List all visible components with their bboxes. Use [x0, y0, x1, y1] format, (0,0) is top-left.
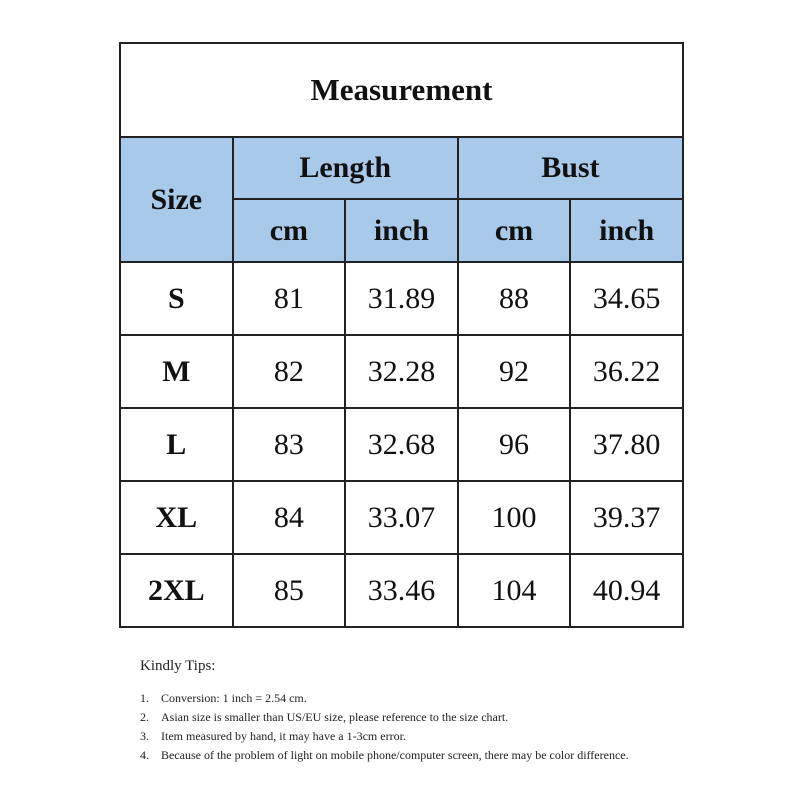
length-inch-cell: 33.46 [345, 554, 458, 627]
size-cell: XL [120, 481, 233, 554]
size-cell: L [120, 408, 233, 481]
table-row [120, 408, 683, 481]
tip-number: 3. [140, 729, 149, 743]
bust-cm-cell: 100 [458, 481, 571, 554]
bust-inch-header: inch [570, 199, 683, 262]
size-cell: S [120, 262, 233, 335]
tip-number: 4. [140, 748, 149, 762]
bust-cm-cell: 96 [458, 408, 571, 481]
tip-number: 2. [140, 710, 149, 724]
tip-item [140, 689, 700, 708]
length-inch-cell: 32.28 [345, 335, 458, 408]
bust-inch-cell: 36.22 [570, 335, 683, 408]
tip-text: Conversion: 1 inch = 2.54 cm. [161, 691, 307, 705]
bust-cm-cell: 104 [458, 554, 571, 627]
length-cm-cell: 82 [233, 335, 346, 408]
tip-number: 1. [140, 691, 149, 705]
length-cm-cell: 85 [233, 554, 346, 627]
tip-text: Asian size is smaller than US/EU size, please reference to the size chart. [161, 710, 509, 724]
bust-cm-header: cm [458, 199, 571, 262]
tips-title: Kindly Tips: [140, 658, 216, 674]
bust-cm-cell: 88 [458, 262, 571, 335]
tip-item [140, 727, 700, 746]
bust-inch-cell: 40.94 [570, 554, 683, 627]
bust-inch-cell: 34.65 [570, 262, 683, 335]
length-inch-cell: 33.07 [345, 481, 458, 554]
length-cm-header: cm [233, 199, 346, 262]
table-row [120, 481, 683, 554]
length-cm-cell: 81 [233, 262, 346, 335]
table-row [120, 554, 683, 627]
kindly-tips [140, 658, 700, 765]
tips-list [140, 689, 700, 765]
bust-group-header: Bust [458, 137, 683, 199]
length-inch-cell: 31.89 [345, 262, 458, 335]
bust-cm-cell: 92 [458, 335, 571, 408]
tip-item [140, 708, 700, 727]
table-row [120, 262, 683, 335]
length-cm-cell: 84 [233, 481, 346, 554]
size-cell: 2XL [120, 554, 233, 627]
tip-text: Because of the problem of light on mobile phone/computer screen, there may be color difference. [161, 748, 629, 762]
length-cm-cell: 83 [233, 408, 346, 481]
tip-text: Item measured by hand, it may have a 1-3cm error. [161, 729, 406, 743]
length-inch-header: inch [345, 199, 458, 262]
bust-inch-cell: 37.80 [570, 408, 683, 481]
tip-item [140, 746, 700, 765]
table-title: Measurement [120, 43, 683, 137]
length-inch-cell: 32.68 [345, 408, 458, 481]
table-row [120, 335, 683, 408]
size-table [119, 42, 684, 628]
size-cell: M [120, 335, 233, 408]
size-chart [119, 42, 684, 632]
size-column-header: Size [120, 137, 233, 262]
length-group-header: Length [233, 137, 458, 199]
bust-inch-cell: 39.37 [570, 481, 683, 554]
